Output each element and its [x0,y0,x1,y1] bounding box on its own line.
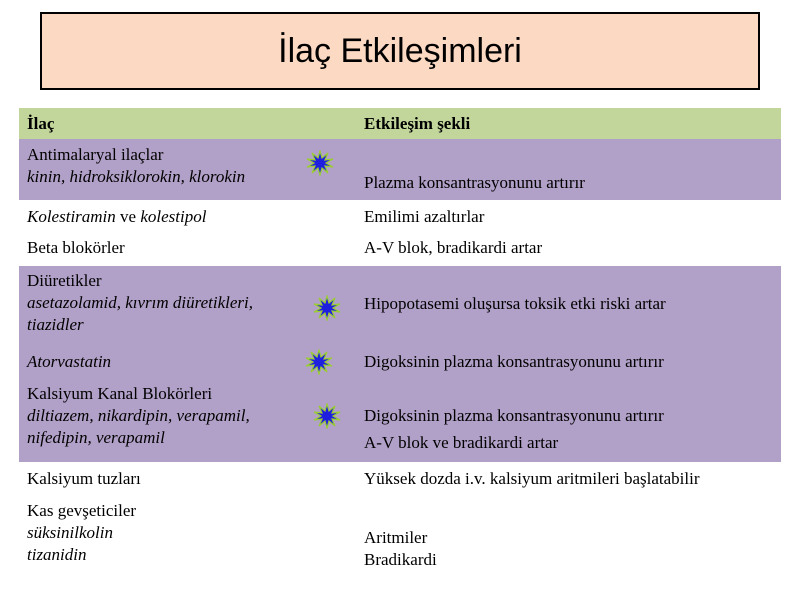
star-burst-icon [305,349,333,375]
star-burst-icon [313,403,341,429]
effect-text: Digoksinin plazma konsantrasyonunu artırır [364,352,664,371]
drug-examples: kinin, hidroksiklorokin, klorokin [27,167,246,186]
effect-text: Plazma konsantrasyonunu artırır [364,173,585,192]
drug-name [27,206,327,228]
table-row [19,497,781,577]
drug-name: Beta blokörler [27,238,125,257]
drug-examples-2: nifedipin, verapamil [27,428,165,447]
effect-text: Hipopotasemi oluşursa toksik etki riski artar [364,294,666,313]
drug-name: Diüretikler [27,271,102,290]
drug-conj: ve [115,207,141,226]
header-drug: İlaç [27,114,55,133]
highlight-block [19,266,781,462]
drug-name-a: Kolestiramin [27,207,116,226]
drug-name: Kas gevşeticiler [27,501,137,520]
table-row [19,234,781,264]
drug-examples-2: tizanidin [27,545,87,564]
drug-name: Kalsiyum tuzları [27,469,141,488]
drug-examples: süksinilkolin [27,523,113,542]
effect-text: A-V blok, bradikardi artar [364,238,543,257]
drug-name: Kalsiyum Kanal Blokörleri [27,384,213,403]
effect-text: Digoksinin plazma konsantrasyonunu artırır [364,406,664,425]
star-burst-icon [306,150,334,176]
drug-name-b: kolestipol [140,207,207,226]
effect-text: Yüksek dozda i.v. kalsiyum aritmileri başlatabilir [364,469,700,488]
table-row [19,203,781,233]
header-effect: Etkileşim şekli [364,114,471,133]
effect-text: Emilimi azaltırlar [364,207,485,226]
effect-text-2: Bradikardi [364,550,437,569]
drug-name: Atorvastatin [27,352,112,371]
table-row [19,139,781,200]
star-burst-icon [313,295,341,321]
drug-examples: asetazolamid, kıvrım diüretikleri, [27,293,254,312]
drug-examples: diltiazem, nikardipin, verapamil, [27,406,250,425]
page-title: İlaç Etkileşimleri [278,31,522,70]
drug-examples-2: tiazidler [27,315,84,334]
drug-name: Antimalaryal ilaçlar [27,145,164,164]
title-box [40,12,760,90]
effect-text: Aritmiler [364,528,428,547]
table-header [19,108,781,139]
effect-text-2: A-V blok ve bradikardi artar [364,433,559,452]
table-row [19,465,781,495]
